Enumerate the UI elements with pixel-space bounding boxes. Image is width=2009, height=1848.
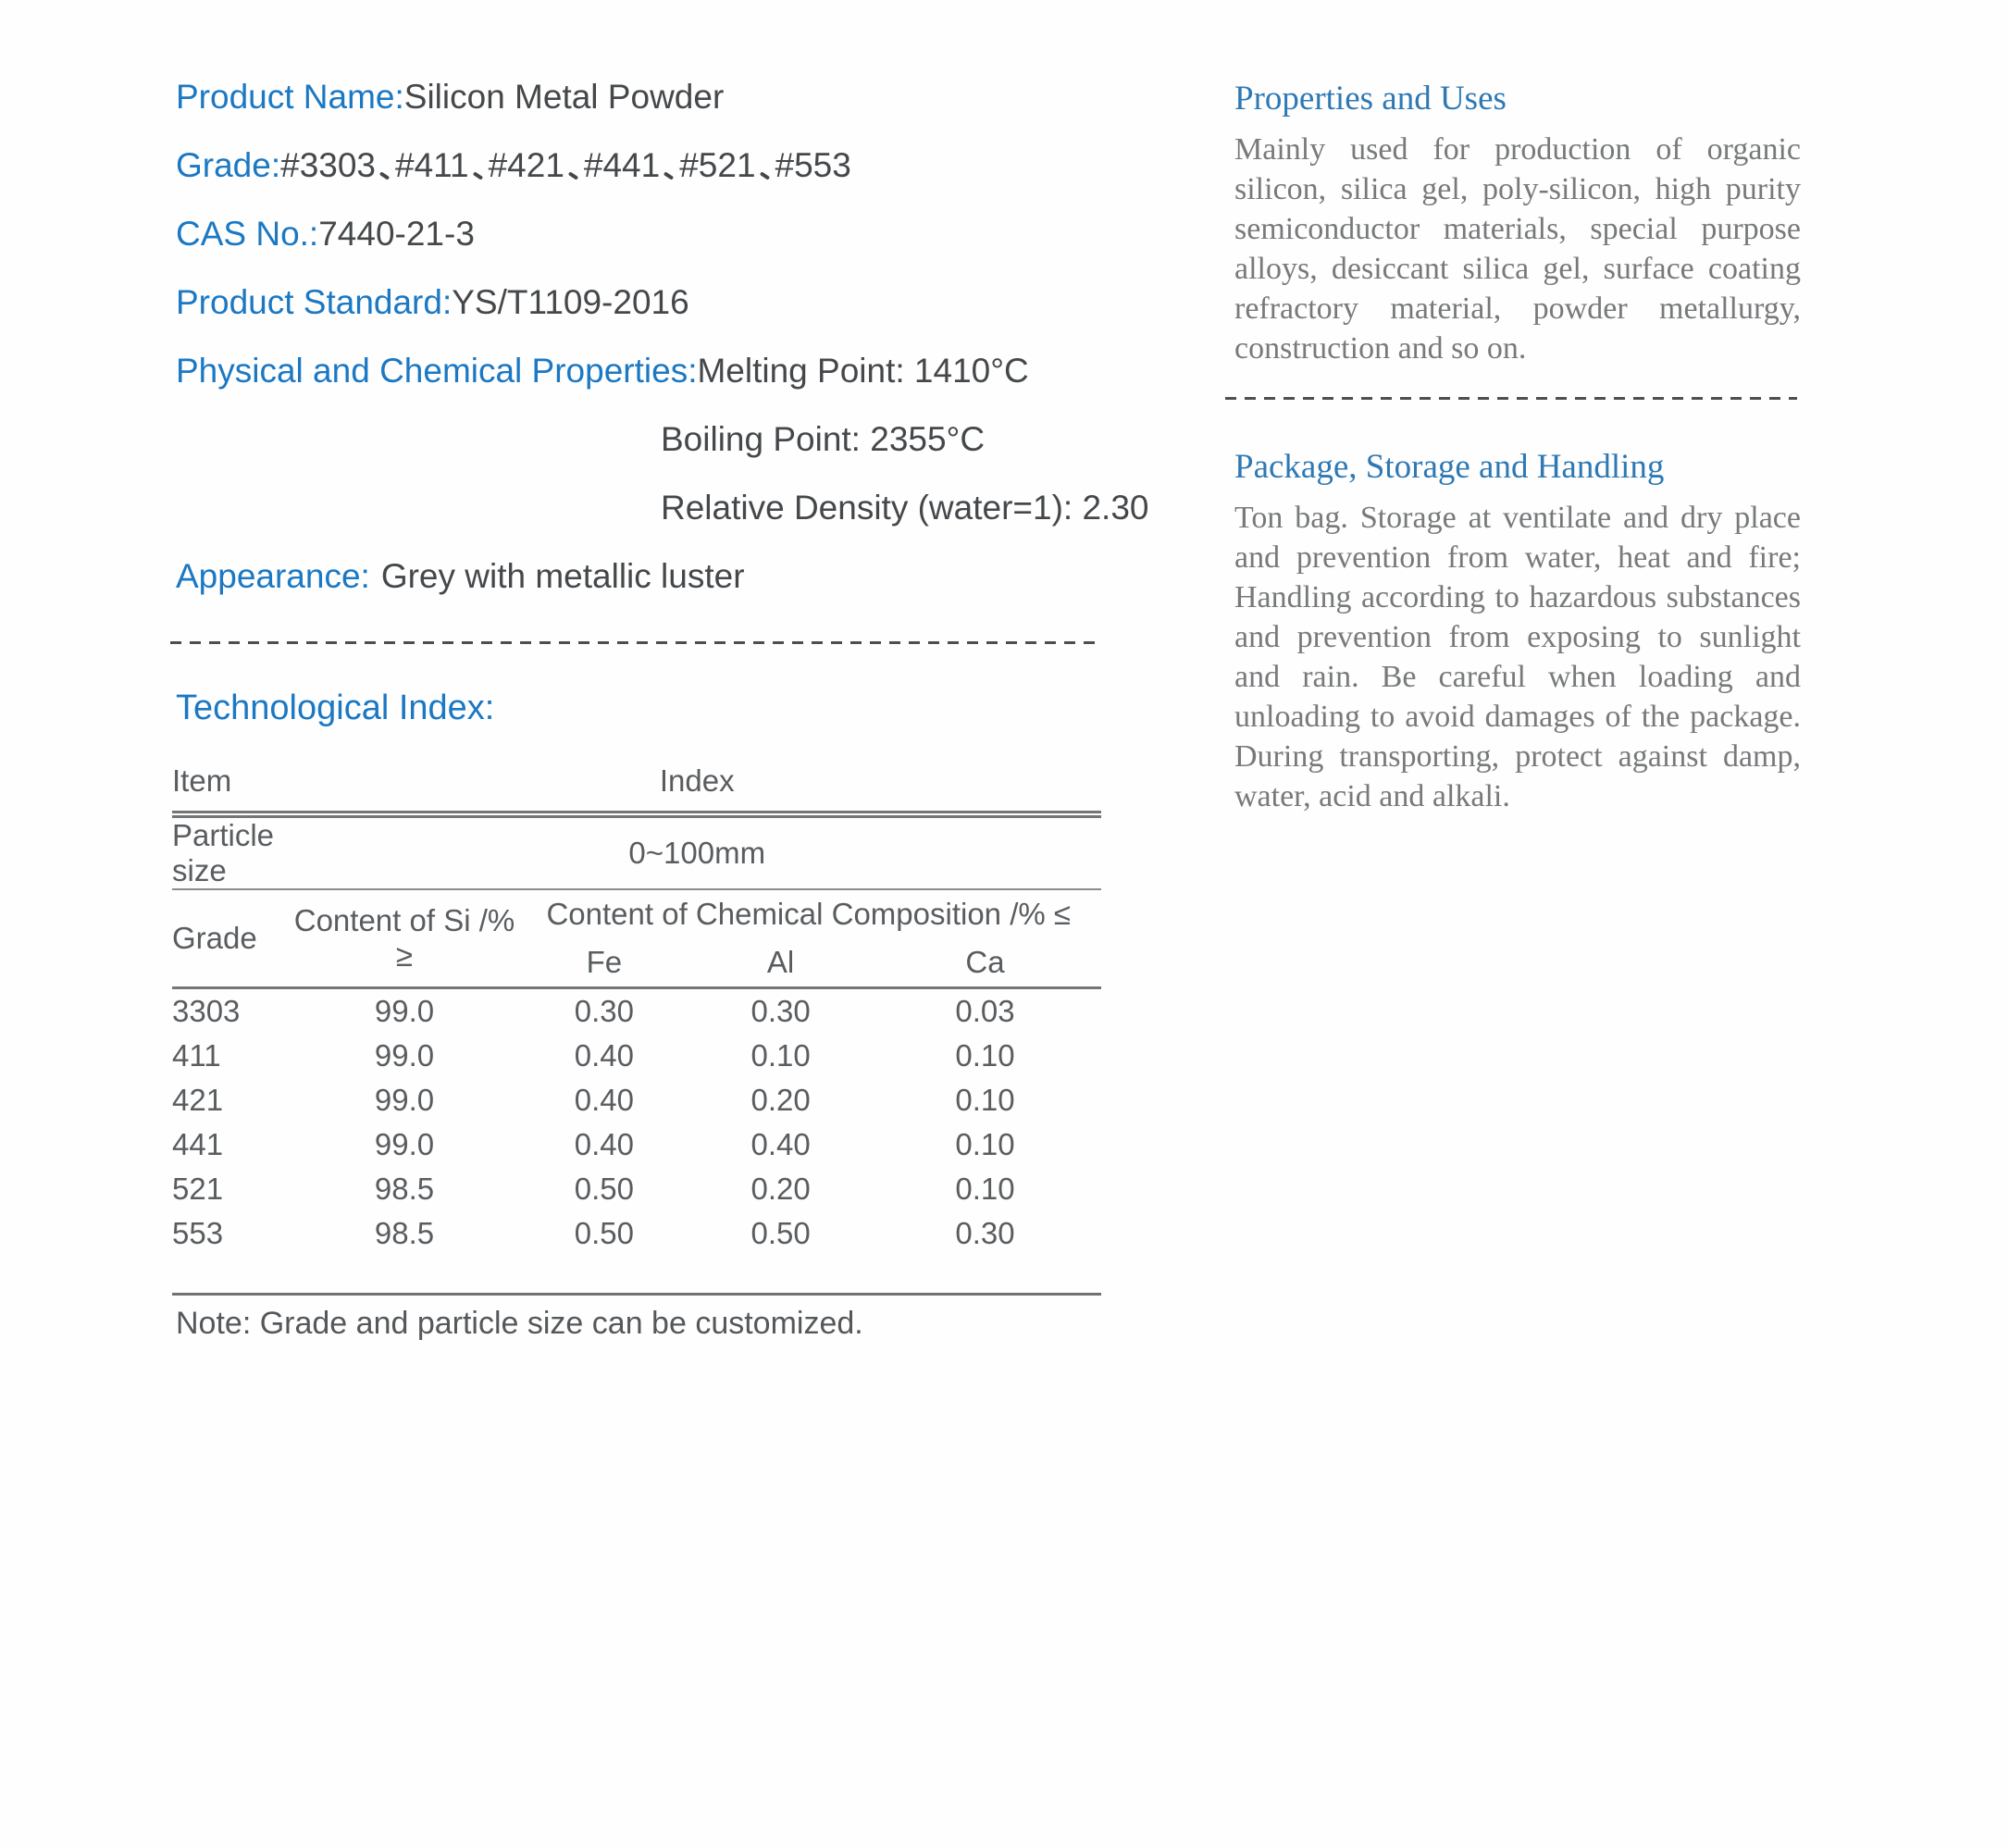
standard-label: Product Standard: — [176, 283, 453, 321]
cell-si: 98.5 — [374, 1216, 435, 1250]
cell-al: 0.10 — [750, 1038, 811, 1073]
cell-fe: 0.30 — [574, 994, 634, 1028]
package-title: Package, Storage and Handling — [1234, 448, 1665, 486]
cell-ca: 0.03 — [955, 994, 1015, 1028]
product-name-field — [176, 63, 1110, 131]
cas-value: 7440-21-3 — [318, 215, 475, 253]
col-header-index: Index — [293, 751, 1101, 814]
table-row-521 — [172, 1167, 1101, 1211]
table-row-441 — [172, 1122, 1101, 1167]
grade-label: Grade: — [176, 146, 281, 184]
composition-header-row — [172, 889, 1101, 938]
cell-al: 0.30 — [750, 994, 811, 1028]
cell-grade: 553 — [172, 1216, 224, 1250]
cell-grade: 421 — [172, 1083, 224, 1117]
left-dashed-divider — [170, 641, 1096, 644]
col-header-al: Al — [692, 938, 869, 988]
particle-size-value: 0~100mm — [293, 814, 1101, 889]
boiling-point-value: Boiling Point: 2355°C — [661, 420, 986, 458]
grade-value: #3303 #411 #421 #441 #521 #553 — [280, 146, 851, 184]
cell-ca: 0.10 — [955, 1172, 1015, 1206]
appearance-value: Grey with metallic luster — [380, 557, 745, 595]
cell-grade: 411 — [172, 1038, 221, 1073]
cell-fe: 0.50 — [574, 1172, 634, 1206]
appearance-field — [176, 542, 1110, 611]
tech-index-table — [172, 751, 1101, 1296]
cell-grade: 441 — [172, 1127, 224, 1161]
package-section — [1234, 446, 1801, 816]
cell-si: 99.0 — [374, 1083, 435, 1117]
cell-fe: 0.50 — [574, 1216, 634, 1250]
standard-value: YS/T1109-2016 — [452, 283, 689, 321]
physical-properties-field — [176, 337, 1110, 405]
particle-size-label: Particle size — [172, 814, 293, 889]
cas-label: CAS No.: — [176, 215, 319, 253]
cell-grade: 3303 — [172, 994, 241, 1028]
cell-ca: 0.10 — [955, 1083, 1015, 1117]
cell-ca: 0.10 — [955, 1038, 1015, 1073]
col-header-composition-group: Content of Chemical Composition /% ≤ — [546, 897, 1071, 931]
standard-field — [176, 268, 1110, 337]
cell-al: 0.40 — [750, 1127, 811, 1161]
properties-section — [1234, 78, 1801, 368]
table-header-row — [172, 751, 1101, 814]
product-name-value: Silicon Metal Powder — [403, 78, 725, 116]
tech-index-title: Technological Index: — [176, 688, 495, 727]
cell-al: 0.50 — [750, 1216, 811, 1250]
cell-si: 99.0 — [374, 994, 435, 1028]
cell-si: 98.5 — [374, 1172, 435, 1206]
cell-al: 0.20 — [750, 1083, 811, 1117]
cell-fe: 0.40 — [574, 1038, 634, 1073]
cell-si: 99.0 — [374, 1127, 435, 1161]
cell-grade: 521 — [172, 1172, 224, 1206]
product-name-label: Product Name: — [176, 78, 404, 116]
physical-properties-label: Physical and Chemical Properties: — [176, 352, 698, 390]
col-header-si: Content of Si /% ≥ — [293, 889, 516, 988]
appearance-label: Appearance: — [176, 557, 370, 595]
cell-fe: 0.40 — [574, 1083, 634, 1117]
properties-title: Properties and Uses — [1234, 80, 1507, 118]
cas-field — [176, 200, 1110, 268]
table-row-3303 — [172, 988, 1101, 1035]
package-body: Ton bag. Storage at ventilate and dry place and prevention from water, heat and fire; Handling according to hazardous substances and prevention from exposing to sunlight and rain. Be careful when loading and unloading to avoid damages of the package. During transporting, protect against damp, water, acid and alkali. — [1234, 501, 1801, 813]
table-note: Note: Grade and particle size can be customized. — [176, 1306, 863, 1341]
particle-size-row — [172, 814, 1101, 889]
cell-si: 99.0 — [374, 1038, 435, 1073]
right-dashed-divider — [1225, 397, 1797, 400]
product-fields — [176, 63, 1149, 611]
boiling-point-line — [176, 405, 1110, 474]
relative-density-value: Relative Density (water=1): 2.30 — [661, 489, 1149, 527]
relative-density-line — [176, 474, 1149, 542]
cell-ca: 0.30 — [955, 1216, 1015, 1250]
col-header-item: Item — [172, 751, 293, 814]
grade-field — [176, 131, 1110, 200]
cell-fe: 0.40 — [574, 1127, 634, 1161]
cell-ca: 0.10 — [955, 1127, 1015, 1161]
table-row-411 — [172, 1034, 1101, 1078]
properties-body: Mainly used for production of organic silicon, silica gel, poly-silicon, high purity semiconductor materials, special purpose alloys, desiccant silica gel, surface coating refractory material, powder metallurgy, construction and so on. — [1234, 132, 1801, 366]
col-header-fe: Fe — [515, 938, 692, 988]
table-row-553 — [172, 1211, 1101, 1295]
cell-al: 0.20 — [750, 1172, 811, 1206]
melting-point-value: Melting Point: 1410°C — [697, 352, 1029, 390]
col-header-grade: Grade — [172, 889, 293, 988]
col-header-ca: Ca — [869, 938, 1101, 988]
table-row-421 — [172, 1078, 1101, 1122]
